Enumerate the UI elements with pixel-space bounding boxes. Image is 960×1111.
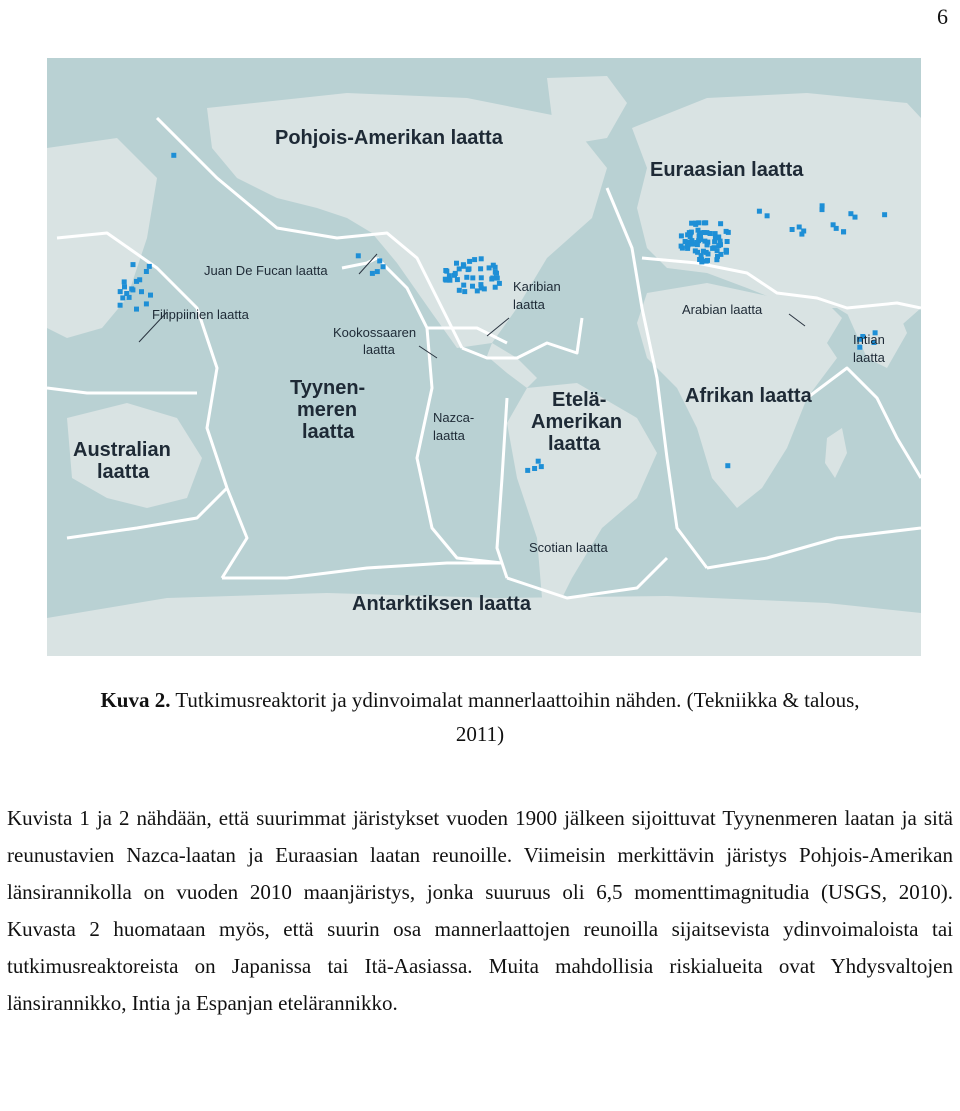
reactor-dot: [443, 268, 448, 273]
label-scotia-plate: Scotian laatta: [529, 540, 608, 555]
reactor-dot: [475, 288, 480, 293]
reactor-dot: [457, 266, 462, 271]
reactor-dot: [122, 284, 127, 289]
reactor-dot: [820, 203, 825, 208]
reactor-dot: [702, 239, 707, 244]
reactor-dot: [127, 295, 132, 300]
reactor-dot: [118, 289, 123, 294]
reactor-dot: [493, 270, 498, 275]
reactor-dot: [696, 228, 701, 233]
reactor-dot: [479, 256, 484, 261]
label-nazca-plate-line1: Nazca-: [433, 410, 475, 425]
reactor-dot: [695, 242, 700, 247]
reactor-dot: [472, 257, 477, 262]
reactor-dot: [129, 286, 134, 291]
caption-label: Kuva 2.: [100, 688, 171, 712]
reactor-dot: [131, 262, 136, 267]
reactor-dot: [470, 275, 475, 280]
reactor-dot: [139, 289, 144, 294]
label-pacific-plate-line2: meren: [297, 399, 358, 421]
reactor-dot: [491, 263, 496, 268]
caption-line-2: 2011): [455, 722, 505, 746]
label-indian-plate-line1: Intian: [853, 332, 885, 347]
label-nazca-plate-line2: laatta: [433, 428, 465, 443]
reactor-dot: [765, 213, 770, 218]
reactor-dot: [702, 220, 707, 225]
reactor-dot: [482, 286, 487, 291]
reactor-dot: [118, 303, 123, 308]
reactor-dot: [718, 239, 723, 244]
body-paragraph: Kuvista 1 ja 2 nähdään, että suurimmat järistykset vuoden 1900 jälkeen sijoittuvat Tyynenmeren laatan ja sitä reunustavien Nazca-laatan ja Euraasian laatan reunoille. Viimeisin merkittävin järistys Pohjois-Amerikan länsirannikolla on vuoden 2010 maanjäristys, jonka suuruus oli 6,5 momenttimagnitudia (USGS, 2010). Kuvasta 2 huomataan myös, että suurin osa mannerlaattojen reunoilla sijaitsevista ydinvoimaloista tai tutkimusreaktoreista on Japanissa tai Itä-Aasiassa. Muita mahdollisia riskialueita ovat Yhdysvaltojen länsirannikko, Intia ja Espanjan etelärannikko.: [7, 806, 953, 1015]
reactor-dot: [461, 264, 466, 269]
label-north-american-plate: Pohjois-Amerikan laatta: [275, 127, 503, 149]
label-australian-plate-line1: Australian: [73, 439, 171, 461]
reactor-dot: [697, 234, 702, 239]
reactor-dot: [724, 250, 729, 255]
page-number: 6: [937, 4, 948, 29]
reactor-dot: [370, 271, 375, 276]
reactor-dot: [853, 215, 858, 220]
reactor-dot: [718, 221, 723, 226]
reactor-dot: [725, 239, 730, 244]
label-antarctic-plate: Antarktiksen laatta: [352, 593, 531, 615]
reactor-dot: [725, 463, 730, 468]
reactor-dot: [478, 266, 483, 271]
label-south-american-plate-line1: Etelä-: [552, 389, 607, 411]
reactor-dot: [457, 288, 462, 293]
reactor-dot: [696, 220, 701, 225]
label-juan-de-fuca-plate: Juan De Fucan laatta: [204, 263, 328, 278]
label-philippine-plate: Filippiinien laatta: [152, 307, 249, 322]
reactor-dot: [699, 259, 704, 264]
reactor-dot: [757, 209, 762, 214]
label-pacific-plate-line3: laatta: [302, 421, 355, 443]
reactor-dot: [467, 259, 472, 264]
label-eurasian-plate: Euraasian laatta: [650, 159, 804, 181]
label-indian-plate-line2: laatta: [853, 350, 885, 365]
reactor-dot: [443, 277, 448, 282]
reactor-dot: [147, 264, 152, 269]
reactor-dot: [799, 232, 804, 237]
reactor-dot: [493, 285, 498, 290]
label-caribbean-plate-line2: laatta: [513, 297, 545, 312]
figure-caption: [0, 683, 960, 751]
reactor-dot: [532, 466, 537, 471]
reactor-dot: [679, 233, 684, 238]
reactor-dot: [455, 277, 460, 282]
reactor-dot: [689, 221, 694, 226]
reactor-dot: [462, 289, 467, 294]
reactor-dot: [377, 258, 382, 263]
reactor-dot: [718, 252, 723, 257]
reactor-dot: [148, 293, 153, 298]
reactor-dot: [356, 253, 361, 258]
reactor-dot: [134, 307, 139, 312]
reactor-dot: [461, 283, 466, 288]
reactor-dot: [716, 243, 721, 248]
reactor-dot: [495, 276, 500, 281]
reactor-dot: [381, 264, 386, 269]
reactor-dot: [454, 261, 459, 266]
label-caribbean-plate-line1: Karibian: [513, 279, 561, 294]
reactor-dot: [171, 153, 176, 158]
tectonic-plates-map: [47, 58, 921, 656]
reactor-dot: [679, 244, 684, 249]
label-south-american-plate-line2: Amerikan: [531, 411, 623, 433]
reactor-dot: [525, 468, 530, 473]
reactor-dot: [704, 250, 709, 255]
reactor-dot: [713, 231, 718, 236]
reactor-dot: [122, 279, 127, 284]
reactor-dot: [490, 276, 495, 281]
reactor-dot: [144, 301, 149, 306]
reactor-dot: [467, 266, 472, 271]
reactor-dot: [699, 253, 704, 258]
label-south-american-plate-line3: laatta: [548, 433, 601, 455]
reactor-dot: [375, 269, 380, 274]
reactor-dot: [134, 279, 139, 284]
map-svg: [47, 58, 921, 656]
reactor-dot: [687, 230, 692, 235]
reactor-dot: [479, 275, 484, 280]
label-cocos-plate-line1: Kookossaaren: [333, 325, 417, 340]
caption-text: Tutkimusreaktorit ja ydinvoimalat mannerlaattoihin nähden. (Tekniikka & talous,: [170, 688, 860, 712]
reactor-dot: [710, 246, 715, 251]
label-cocos-plate-line2: laatta: [363, 342, 395, 357]
reactor-dot: [464, 275, 469, 280]
reactor-dot: [724, 229, 729, 234]
reactor-dot: [144, 269, 149, 274]
reactor-dot: [834, 226, 839, 231]
label-african-plate: Afrikan laatta: [685, 385, 812, 407]
reactor-dot: [539, 464, 544, 469]
reactor-dot: [790, 227, 795, 232]
reactor-dot: [705, 258, 710, 263]
reactor-dot: [704, 230, 709, 235]
label-australian-plate-line2: laatta: [97, 461, 150, 483]
reactor-dot: [797, 225, 802, 230]
caption-line-1: [0, 683, 960, 717]
reactor-dot: [685, 240, 690, 245]
reactor-dot: [882, 212, 887, 217]
reactor-dot: [120, 295, 125, 300]
reactor-dot: [470, 284, 475, 289]
label-arabian-plate: Arabian laatta: [682, 302, 763, 317]
reactor-dot: [536, 459, 541, 464]
reactor-dot: [841, 229, 846, 234]
reactor-dot: [452, 273, 457, 278]
label-pacific-plate-line1: Tyynen-: [290, 377, 366, 399]
